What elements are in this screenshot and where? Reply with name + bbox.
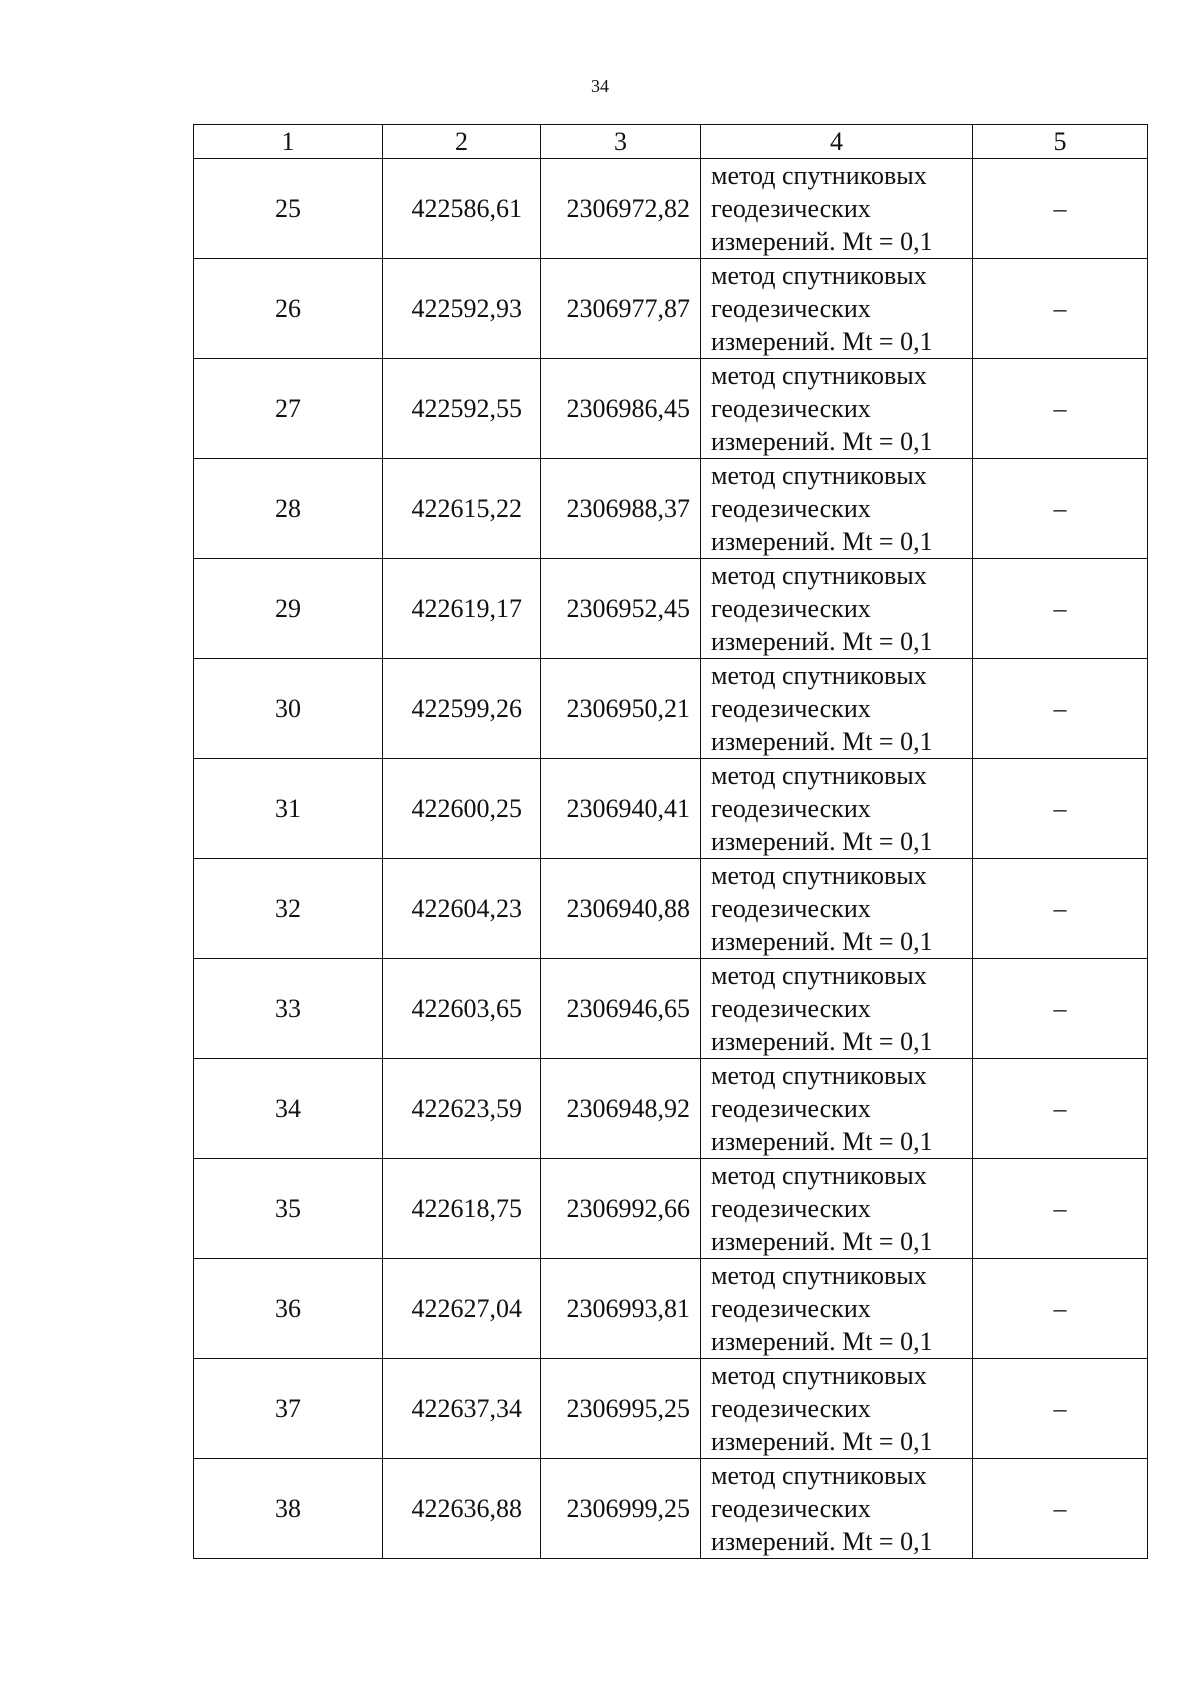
note-cell: – [973, 959, 1148, 1059]
header-cell-5: 5 [973, 125, 1148, 159]
note-cell: – [973, 1059, 1148, 1159]
method-line: геодезических [711, 194, 871, 223]
table-row [194, 859, 1148, 959]
method-line: геодезических [711, 494, 871, 523]
method-line: геодезических [711, 894, 871, 923]
table-row [194, 259, 1148, 359]
method-line: метод спутниковых [711, 1361, 927, 1390]
method-line: измерений. Mt = 0,1 [711, 327, 933, 356]
y-coordinate-cell: 2306950,21 [541, 659, 701, 759]
method-line: геодезических [711, 1094, 871, 1123]
point-number-cell: 33 [194, 959, 383, 1059]
note-cell: – [973, 759, 1148, 859]
method-cell [701, 759, 973, 859]
note-cell: – [973, 1359, 1148, 1459]
method-line: измерений. Mt = 0,1 [711, 527, 933, 556]
note-cell: – [973, 1459, 1148, 1559]
method-line: геодезических [711, 1494, 871, 1523]
y-coordinate-cell: 2306952,45 [541, 559, 701, 659]
method-line: измерений. Mt = 0,1 [711, 1027, 933, 1056]
note-cell: – [973, 159, 1148, 259]
y-coordinate-cell: 2306986,45 [541, 359, 701, 459]
y-coordinate-cell: 2306995,25 [541, 1359, 701, 1459]
method-cell [701, 559, 973, 659]
method-line: метод спутниковых [711, 961, 927, 990]
method-line: метод спутниковых [711, 861, 927, 890]
point-number-cell: 37 [194, 1359, 383, 1459]
table-row [194, 459, 1148, 559]
method-cell [701, 959, 973, 1059]
point-number-cell: 29 [194, 559, 383, 659]
header-cell-2: 2 [383, 125, 541, 159]
note-cell: – [973, 559, 1148, 659]
note-cell: – [973, 1159, 1148, 1259]
table-body [194, 125, 1148, 1559]
page-number: 34 [591, 76, 609, 96]
x-coordinate-cell: 422618,75 [383, 1159, 541, 1259]
method-cell [701, 659, 973, 759]
x-coordinate-cell: 422600,25 [383, 759, 541, 859]
method-line: измерений. Mt = 0,1 [711, 427, 933, 456]
x-coordinate-cell: 422619,17 [383, 559, 541, 659]
point-number-cell: 28 [194, 459, 383, 559]
method-line: измерений. Mt = 0,1 [711, 727, 933, 756]
table-row [194, 1359, 1148, 1459]
method-cell [701, 259, 973, 359]
note-cell: – [973, 359, 1148, 459]
table-row [194, 959, 1148, 1059]
y-coordinate-cell: 2306948,92 [541, 1059, 701, 1159]
y-coordinate-cell: 2306999,25 [541, 1459, 701, 1559]
method-line: геодезических [711, 994, 871, 1023]
method-line: метод спутниковых [711, 461, 927, 490]
point-number-cell: 25 [194, 159, 383, 259]
table-row [194, 559, 1148, 659]
header-cell-3: 3 [541, 125, 701, 159]
y-coordinate-cell: 2306972,82 [541, 159, 701, 259]
point-number-cell: 26 [194, 259, 383, 359]
point-number-cell: 34 [194, 1059, 383, 1159]
note-cell: – [973, 1259, 1148, 1359]
method-line: измерений. Mt = 0,1 [711, 827, 933, 856]
table-row [194, 759, 1148, 859]
header-cell-4: 4 [701, 125, 973, 159]
x-coordinate-cell: 422603,65 [383, 959, 541, 1059]
method-line: геодезических [711, 594, 871, 623]
point-number-cell: 31 [194, 759, 383, 859]
method-line: измерений. Mt = 0,1 [711, 1327, 933, 1356]
method-cell [701, 459, 973, 559]
method-line: геодезических [711, 1394, 871, 1423]
method-line: метод спутниковых [711, 161, 927, 190]
y-coordinate-cell: 2306988,37 [541, 459, 701, 559]
method-line: метод спутниковых [711, 661, 927, 690]
method-line: метод спутниковых [711, 1161, 927, 1190]
y-coordinate-cell: 2306993,81 [541, 1259, 701, 1359]
table-row [194, 1459, 1148, 1559]
x-coordinate-cell: 422599,26 [383, 659, 541, 759]
method-line: измерений. Mt = 0,1 [711, 1427, 933, 1456]
method-line: геодезических [711, 694, 871, 723]
table-row [194, 1259, 1148, 1359]
point-number-cell: 32 [194, 859, 383, 959]
y-coordinate-cell: 2306946,65 [541, 959, 701, 1059]
method-cell [701, 1259, 973, 1359]
x-coordinate-cell: 422637,34 [383, 1359, 541, 1459]
method-line: измерений. Mt = 0,1 [711, 1127, 933, 1156]
point-number-cell: 38 [194, 1459, 383, 1559]
method-line: измерений. Mt = 0,1 [711, 1227, 933, 1256]
x-coordinate-cell: 422636,88 [383, 1459, 541, 1559]
x-coordinate-cell: 422623,59 [383, 1059, 541, 1159]
table-row [194, 1159, 1148, 1259]
method-cell [701, 1059, 973, 1159]
method-cell [701, 859, 973, 959]
method-line: измерений. Mt = 0,1 [711, 227, 933, 256]
method-cell [701, 359, 973, 459]
method-line: геодезических [711, 294, 871, 323]
method-line: метод спутниковых [711, 361, 927, 390]
method-line: метод спутниковых [711, 1261, 927, 1290]
method-cell [701, 1359, 973, 1459]
method-line: геодезических [711, 394, 871, 423]
method-cell [701, 159, 973, 259]
table-row [194, 359, 1148, 459]
method-cell [701, 1159, 973, 1259]
y-coordinate-cell: 2306940,41 [541, 759, 701, 859]
table-row [194, 659, 1148, 759]
x-coordinate-cell: 422592,93 [383, 259, 541, 359]
method-line: измерений. Mt = 0,1 [711, 627, 933, 656]
method-line: метод спутниковых [711, 1461, 927, 1490]
method-line: геодезических [711, 1194, 871, 1223]
method-line: метод спутниковых [711, 1061, 927, 1090]
y-coordinate-cell: 2306992,66 [541, 1159, 701, 1259]
method-line: метод спутниковых [711, 761, 927, 790]
x-coordinate-cell: 422627,04 [383, 1259, 541, 1359]
y-coordinate-cell: 2306940,88 [541, 859, 701, 959]
point-number-cell: 27 [194, 359, 383, 459]
header-cell-1: 1 [194, 125, 383, 159]
x-coordinate-cell: 422604,23 [383, 859, 541, 959]
x-coordinate-cell: 422615,22 [383, 459, 541, 559]
coordinates-table [193, 124, 1148, 1559]
note-cell: – [973, 259, 1148, 359]
point-number-cell: 35 [194, 1159, 383, 1259]
method-line: геодезических [711, 1294, 871, 1323]
note-cell: – [973, 659, 1148, 759]
method-line: метод спутниковых [711, 561, 927, 590]
x-coordinate-cell: 422586,61 [383, 159, 541, 259]
note-cell: – [973, 459, 1148, 559]
x-coordinate-cell: 422592,55 [383, 359, 541, 459]
point-number-cell: 30 [194, 659, 383, 759]
method-line: геодезических [711, 794, 871, 823]
table-row [194, 159, 1148, 259]
method-line: измерений. Mt = 0,1 [711, 1527, 933, 1556]
method-cell [701, 1459, 973, 1559]
point-number-cell: 36 [194, 1259, 383, 1359]
table-header-row [194, 125, 1148, 159]
note-cell: – [973, 859, 1148, 959]
table-row [194, 1059, 1148, 1159]
method-line: метод спутниковых [711, 261, 927, 290]
method-line: измерений. Mt = 0,1 [711, 927, 933, 956]
y-coordinate-cell: 2306977,87 [541, 259, 701, 359]
